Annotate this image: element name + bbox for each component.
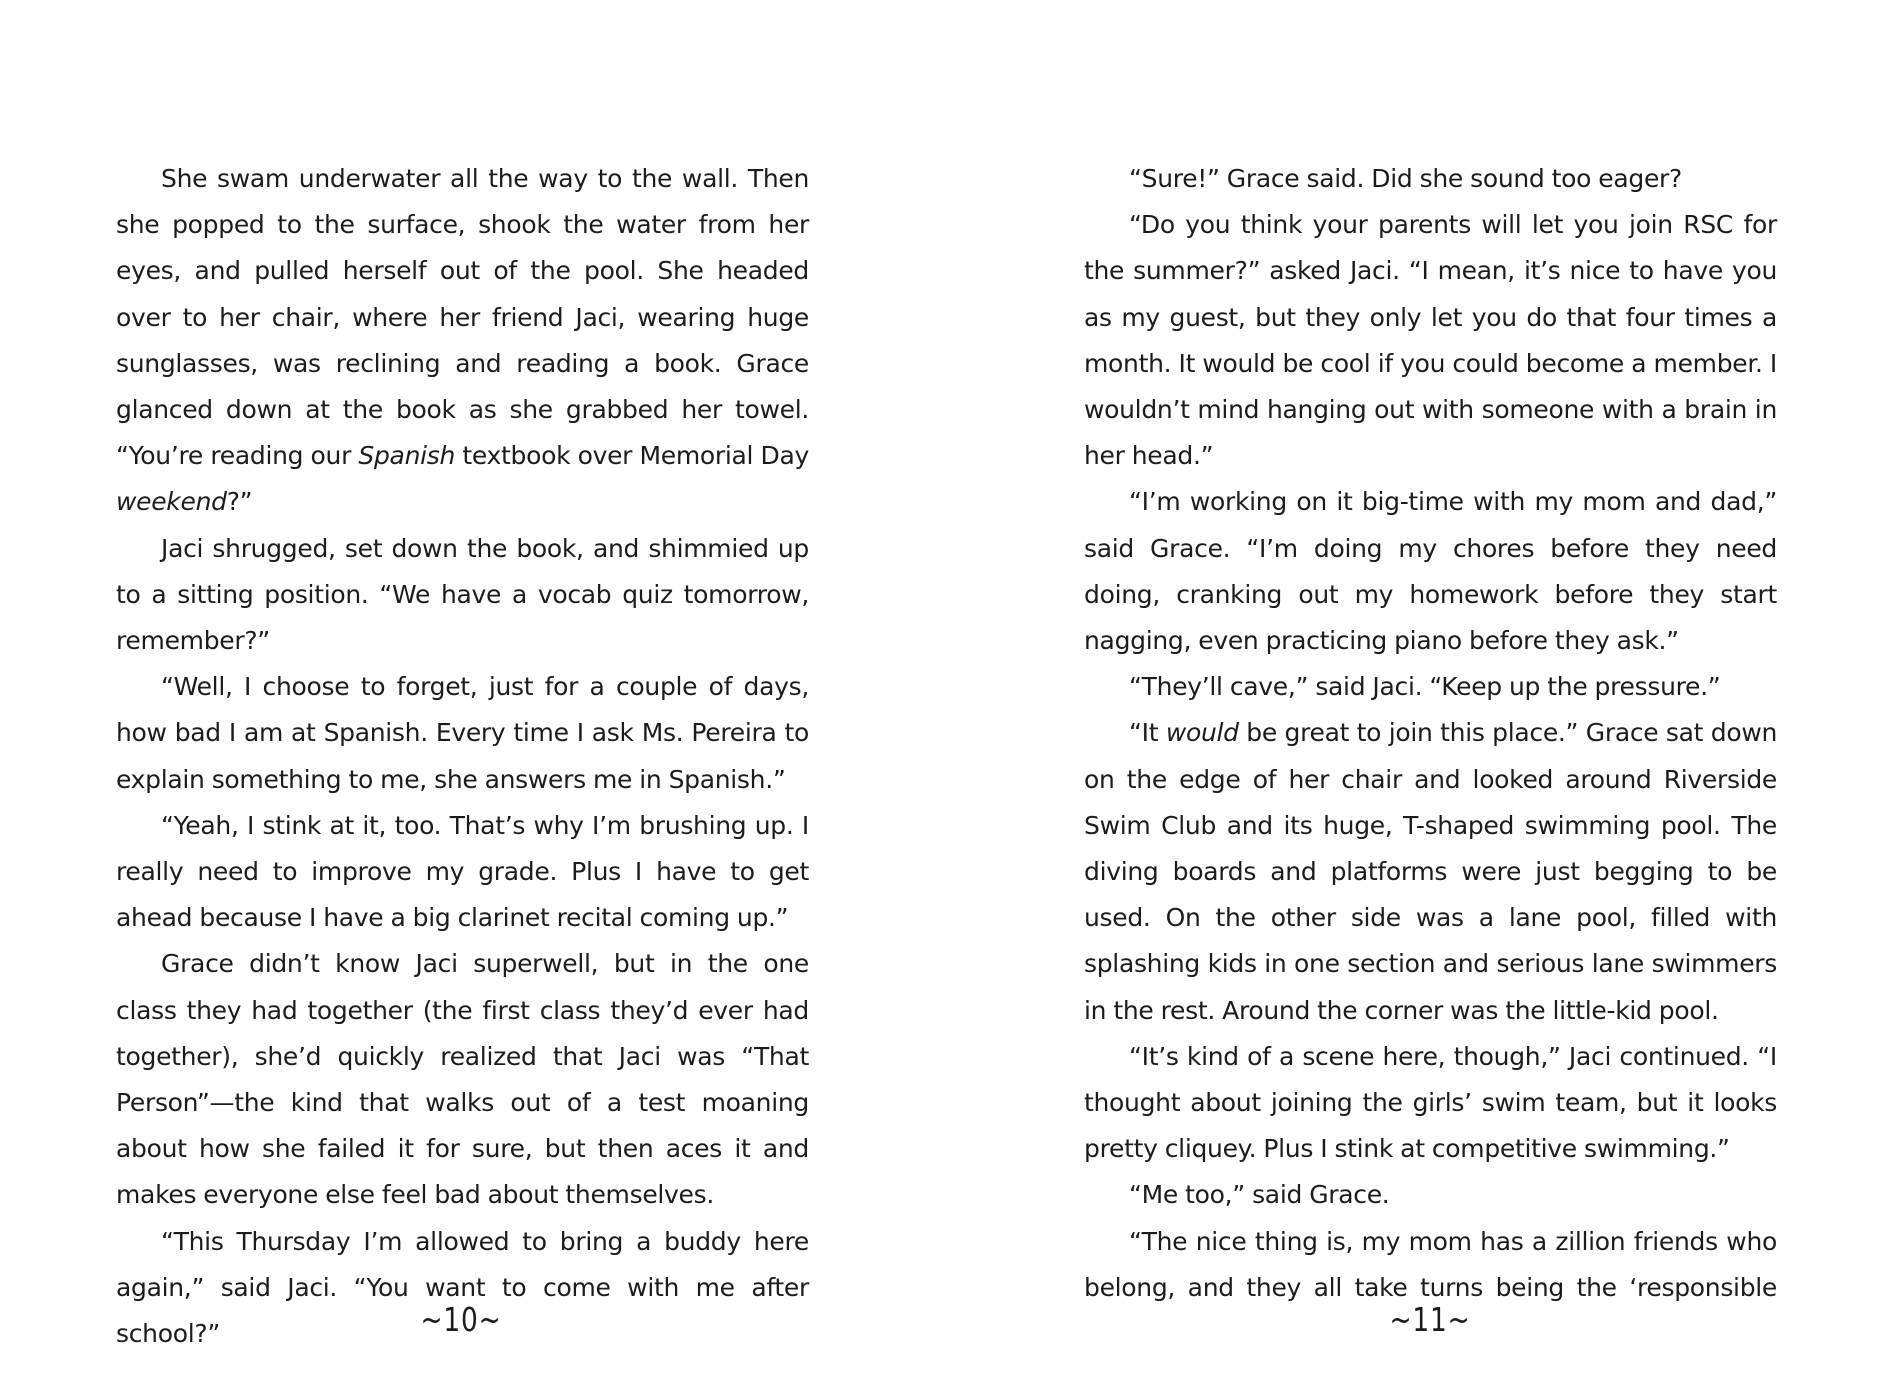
text-run: “Me too,” said Grace. [1129,1180,1390,1210]
text-run: Jaci shrugged, set down the book, and shimmied up to a sitting position. “We have a vocab quiz tomorrow, remember?” [116,533,809,656]
text-run: “I’m working on it big-time with my mom and dad,” said Grace. “I’m doing my chores before they need doing, cranking out my homework before they start nagging, even practicing piano before they ask.” [1084,487,1777,656]
paragraph [1084,1219,1777,1311]
paragraph [116,664,809,803]
text-run: ?” [226,487,253,517]
paragraph [1084,479,1777,664]
right-page-text [1084,156,1777,1311]
text-run: She swam underwater all the way to the wall. Then she popped to the surface, shook the water from her eyes, and pulled herself out of the pool. She headed over to her chair, where her friend Jaci, wearing huge sunglasses, was reclining and reading a book. Grace glanced down at the book as she grabbed her towel. “You’re reading our [116,164,809,471]
text-run: be great to join this place.” Grace sat down on the edge of her chair and looked around Riverside Swim Club and its huge, T-shaped swimming pool. The diving boards and platforms were just begging to be used. On the other side was a lane pool, filled with splashing kids in one section and serious lane swimmers in the rest. Around the corner was the little-kid pool. [1084,718,1778,1025]
paragraph [1084,156,1777,202]
text-run: Grace didn’t know Jaci superwell, but in the one class they had together (the first class they’d ever had together), she’d quickly realized that Jaci was “That Person”—the kind that walks out of a test moaning about how she failed it for sure, but then aces it and makes everyone else feel bad about themselves. [116,949,809,1210]
left-page [116,156,809,1357]
text-run: “It [1129,718,1166,748]
paragraph [1084,1034,1777,1173]
text-run: “It’s kind of a scene here, though,” Jaci continued. “I thought about joining the girls’ swim team, but it looks pretty cliquey. Plus I stink at competitive swimming.” [1084,1041,1777,1164]
paragraph [1084,1172,1777,1218]
text-run: “Sure!” Grace said. Did she sound too eager? [1129,164,1682,193]
page-number-right: ~11~ [1389,1300,1471,1339]
paragraph [116,941,809,1218]
paragraph [1084,664,1777,710]
italic-text: would [1165,718,1239,748]
italic-text: weekend [116,487,227,517]
paragraph [1084,710,1777,1033]
left-page-text [116,156,809,1357]
text-run: textbook over Memorial Day [455,441,809,471]
right-page [1084,156,1777,1311]
paragraph [116,526,809,665]
text-run: “Do you think your parents will let you join RSC for the summer?” asked Jaci. “I mean, it’s nice to have you as my guest, but they only let you do that four times a month. It would be cool if you could become a member. I wouldn’t mind hanging out with someone with a brain in her head.” [1084,210,1777,471]
italic-text: Spanish [358,441,456,471]
paragraph [116,156,809,526]
text-run: “They’ll cave,” said Jaci. “Keep up the pressure.” [1129,672,1721,702]
text-run: “Yeah, I stink at it, too. That’s why I’m brushing up. I really need to improve my grade. Plus I have to get ahead because I have a big clarinet recital coming up.” [116,810,809,933]
text-run: “This Thursday I’m allowed to bring a buddy here again,” said Jaci. “You want to come with me after school?” [116,1226,809,1349]
page-number-left: ~10~ [420,1300,502,1339]
paragraph [1084,202,1777,479]
text-run: “Well, I choose to forget, just for a couple of days, how bad I am at Spanish. Every time I ask Ms. Pereira to explain something to me, she answers me in Spanish.” [116,672,809,794]
paragraph [116,803,809,942]
text-run: “The nice thing is, my mom has a zillion friends who belong, and they all take turns being the ‘responsible [1084,1226,1777,1302]
